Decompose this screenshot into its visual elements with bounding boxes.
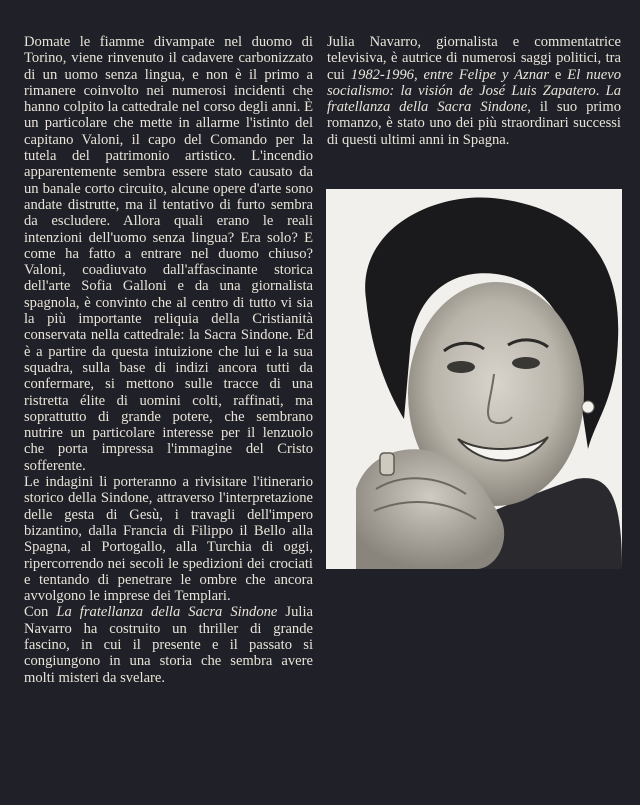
book-title: La fratellanza della Sacra Sindone [56,604,278,621]
synopsis-paragraph-2: Le indagini li porteranno a rivisitare l'itinerario storico della Sindone, attraverso l'interpretazione delle gesta di Gesù, i travagli dell'impero bizantino, dalla Francia di Filippo il Bello alla Spagna, al Portogallo, alla Turchia di oggi, ripercorrendo nei secoli le spedizioni dei crociati e tentando di penetrare le ombre che ancora avvolgono le imprese dei Templari. [24,474,313,605]
bio-part-1: Julia Navarro, giornalista e commentatrice televisiva, è autrice di numerosi saggi politici, tra cui [327,34,621,83]
synopsis-p3-prefix: Con [24,604,57,621]
synopsis-paragraph-1: Domate le fiamme divampate nel duomo di Torino, viene rinvenuto il cadavere carbonizzato di un uomo senza lingua, e non è il primo a rimanere coinvolto nei numerosi incidenti che hanno colpito la cattedrale nel corso degli anni. È un particolare che mette in allarme l'istinto del capitano Valoni, il capo del Comando per la tutela del patrimonio artistico. L'incendio apparentemente sembra essere stato causato da un banale corto circuito, alcune opere d'arte sono andate distrutte, ma il tentativo di furto sembra da escludere. Allora quali erano le reali intenzioni dell'uomo senza lingua? Era solo? E come ha fatto a entrare nel duomo chiuso? Valoni, coadiuvato dall'affascinante storica dell'arte Sofia Galloni e da una giornalista spagnola, è convinto che al centro di tutto vi sia la più importante reliquia della Cristianità conservata nella cattedrale: la Sacra Sindone. Ed è a partire da questa intuizione che lui e la sua squadra, sulla base di indizi ancora tutti da confermare, si mettono sulle tracce di una ristretta élite di uomini colti, raffinati, ma soprattutto di grande potere, che sembrano nutrire un particolare interesse per il lenzuolo che porta impressa l'immagine del Cristo sofferente. [24,34,313,474]
synopsis-p3-suffix: Julia Navarro ha costruito un thriller di grande fascino, in cui il presente e il passato si congiungono in una storia che sembra avere molti misteri da svelare. [24,604,313,686]
photo-credit: foto © J. Manuel Fernández [330,379,337,474]
bio-part-3: . [595,82,606,99]
synopsis-paragraph-3 [24,604,313,685]
author-bio [327,34,621,148]
synopsis-column [24,34,313,686]
author-photo [326,189,622,569]
bio-book-title-1: 1982-1996, entre Felipe y Aznar [350,66,550,83]
bio-part-2: e [549,66,568,83]
bio-book-title-3: La fratellanza della Sacra Sindone [327,82,622,116]
author-bio-text [327,34,621,148]
author-portrait [326,189,622,569]
bio-book-title-2: El nuevo socialismo: la visión de José Luis Zapatero [327,66,622,99]
bio-part-4: , il suo primo romanzo, è stato uno dei più straordinari successi di questi ultimi anni in Spagna. [327,99,621,148]
